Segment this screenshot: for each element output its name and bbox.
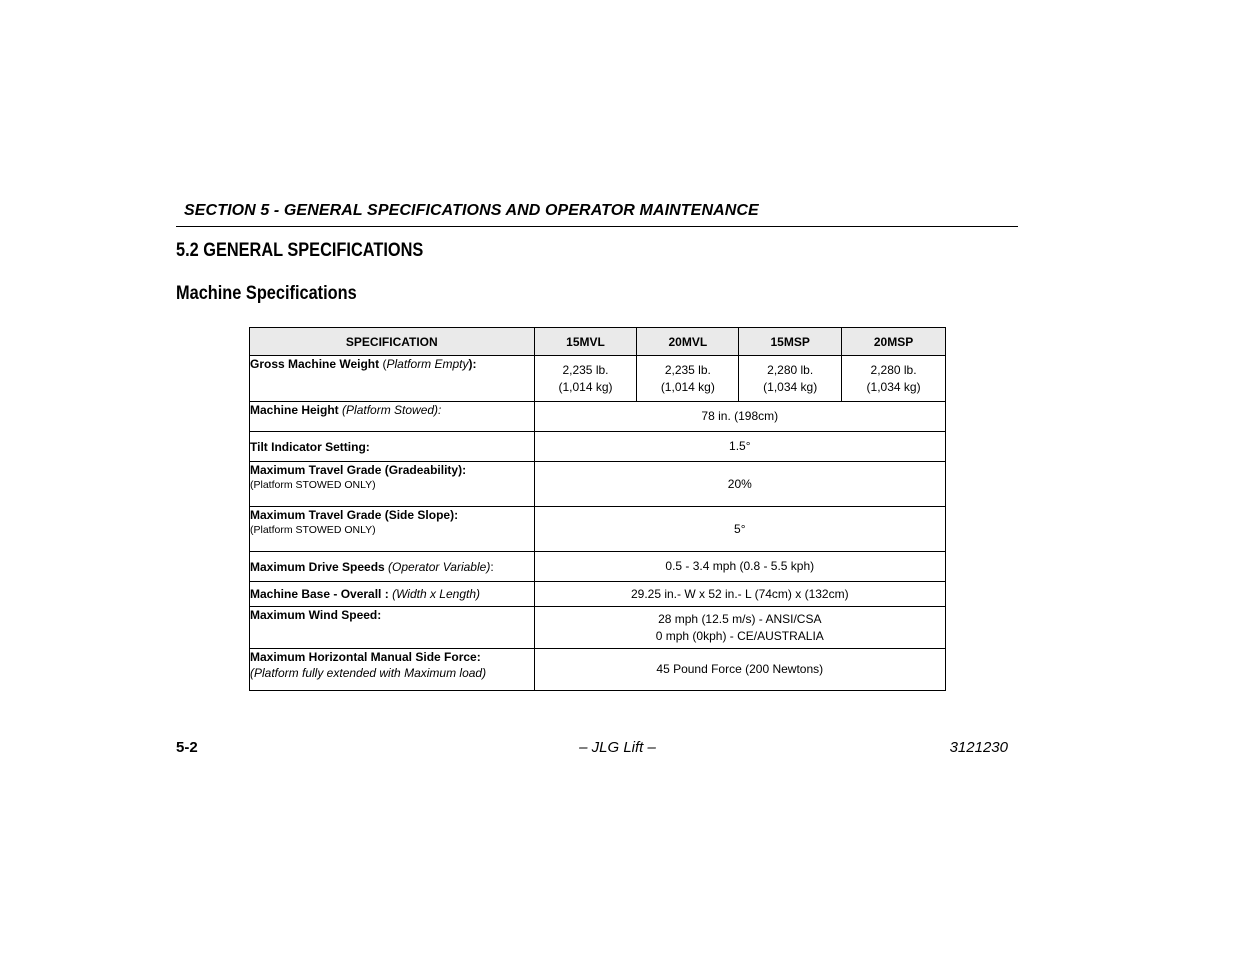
table-row — [250, 649, 946, 691]
spec-value: 29.25 in.- W x 52 in.- L (74cm) x (132cm) — [534, 582, 945, 607]
column-header: 20MVL — [637, 328, 739, 356]
page-number: 5-2 — [176, 739, 198, 756]
spec-value: 28 mph (12.5 m/s) - ANSI/CSA 0 mph (0kph) - CE/AUSTRALIA — [534, 607, 945, 649]
spec-value: 2,235 lb. (1,014 kg) — [637, 356, 739, 402]
spec-label: Maximum Travel Grade (Side Slope): (Platform STOWED ONLY) — [250, 507, 535, 552]
table-row — [250, 432, 946, 462]
spec-value: 2,280 lb. (1,034 kg) — [842, 356, 946, 402]
spec-label: Maximum Drive Speeds (Operator Variable): — [250, 552, 535, 582]
spec-label: Maximum Wind Speed: — [250, 607, 535, 649]
section-title: 5.2 GENERAL SPECIFICATIONS — [176, 240, 424, 261]
spec-label: Machine Height (Platform Stowed): — [250, 402, 535, 432]
spec-label: Maximum Travel Grade (Gradeability): (Platform STOWED ONLY) — [250, 462, 535, 507]
spec-label: Tilt Indicator Setting: — [250, 432, 535, 462]
spec-label: Machine Base - Overall : (Width x Length) — [250, 582, 535, 607]
column-header: 15MSP — [739, 328, 842, 356]
spec-value: 2,235 lb. (1,014 kg) — [534, 356, 637, 402]
document-number: 3121230 — [949, 739, 1008, 756]
column-header: 15MVL — [534, 328, 637, 356]
table-row — [250, 507, 946, 552]
spec-value: 78 in. (198cm) — [534, 402, 945, 432]
table-row — [250, 582, 946, 607]
spec-value: 2,280 lb. (1,034 kg) — [739, 356, 842, 402]
table-row — [250, 462, 946, 507]
table-header-row — [250, 328, 946, 356]
footer-brand: – JLG Lift – — [579, 739, 656, 756]
table-row — [250, 356, 946, 402]
table-row — [250, 607, 946, 649]
subsection-title: Machine Specifications — [176, 283, 357, 304]
section-header: SECTION 5 - GENERAL SPECIFICATIONS AND OPERATOR MAINTENANCE — [184, 202, 759, 219]
table-row — [250, 552, 946, 582]
spec-value: 5° — [534, 507, 945, 552]
column-header: SPECIFICATION — [250, 328, 535, 356]
spec-label: Maximum Horizontal Manual Side Force: (Platform fully extended with Maximum load) — [250, 649, 535, 691]
spec-label: Gross Machine Weight (Platform Empty): — [250, 356, 535, 402]
machine-specifications-table — [249, 327, 946, 691]
column-header: 20MSP — [842, 328, 946, 356]
spec-value: 45 Pound Force (200 Newtons) — [534, 649, 945, 691]
spec-value: 20% — [534, 462, 945, 507]
header-rule — [176, 226, 1018, 227]
table-row — [250, 402, 946, 432]
spec-value: 1.5° — [534, 432, 945, 462]
spec-value: 0.5 - 3.4 mph (0.8 - 5.5 kph) — [534, 552, 945, 582]
